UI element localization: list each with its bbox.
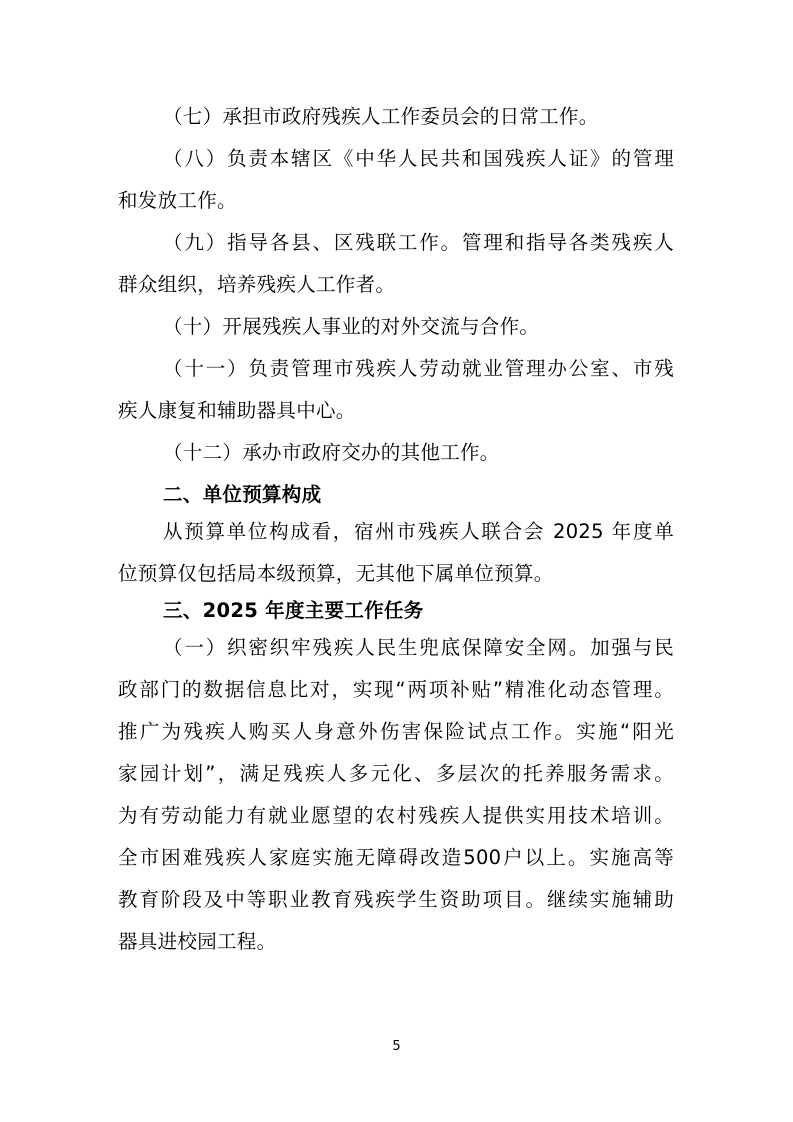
page-number: 5 — [392, 1039, 401, 1054]
paragraph-line: 疾人康复和辅助器具中心。 — [118, 399, 356, 422]
paragraph-line: 为有劳动能力有就业愿望的农村残疾人提供实用技术培训。 — [118, 804, 674, 827]
paragraph-line: 政部门的数据信息比对，实现“两项补贴”精准化动态管理。 — [118, 678, 674, 701]
section-heading: 二、单位预算构成 — [163, 483, 322, 506]
paragraph-line: （十一）负责管理市残疾人劳动就业管理办公室、市残 — [163, 357, 674, 380]
paragraph-line: 和发放工作。 — [118, 189, 237, 212]
paragraph-line: 推广为残疾人购买人身意外伤害保险试点工作。实施“阳光 — [118, 720, 674, 743]
paragraph-line: 从预算单位构成看，宿州市残疾人联合会 2025 年度单 — [163, 520, 674, 543]
paragraph-line: 全市困难残疾人家庭实施无障碍改造500户以上。实施高等 — [118, 846, 674, 869]
paragraph-line: 教育阶段及中等职业教育残疾学生资助项目。继续实施辅助 — [118, 888, 674, 911]
paragraph-line: 家园计划”，满足残疾人多元化、多层次的托养服务需求。 — [118, 762, 674, 785]
paragraph-line: （八）负责本辖区《中华人民共和国残疾人证》的管理 — [163, 147, 674, 170]
paragraph-line: （一）织密织牢残疾人民生兜底保障安全网。加强与民 — [163, 636, 674, 659]
paragraph-line: （十二）承办市政府交办的其他工作。 — [163, 441, 500, 464]
paragraph-line: 器具进校园工程。 — [118, 930, 277, 953]
paragraph-line: 位预算仅包括局本级预算，无其他下属单位预算。 — [118, 562, 554, 585]
paragraph-line: （七）承担市政府残疾人工作委员会的日常工作。 — [163, 105, 599, 128]
section-heading: 三、2025 年度主要工作任务 — [163, 599, 424, 622]
paragraph-line: 群众组织，培养残疾人工作者。 — [118, 273, 396, 296]
paragraph-line: （十）开展残疾人事业的对外交流与合作。 — [163, 315, 540, 338]
paragraph-line: （九）指导各县、区残联工作。管理和指导各类残疾人 — [163, 231, 674, 254]
